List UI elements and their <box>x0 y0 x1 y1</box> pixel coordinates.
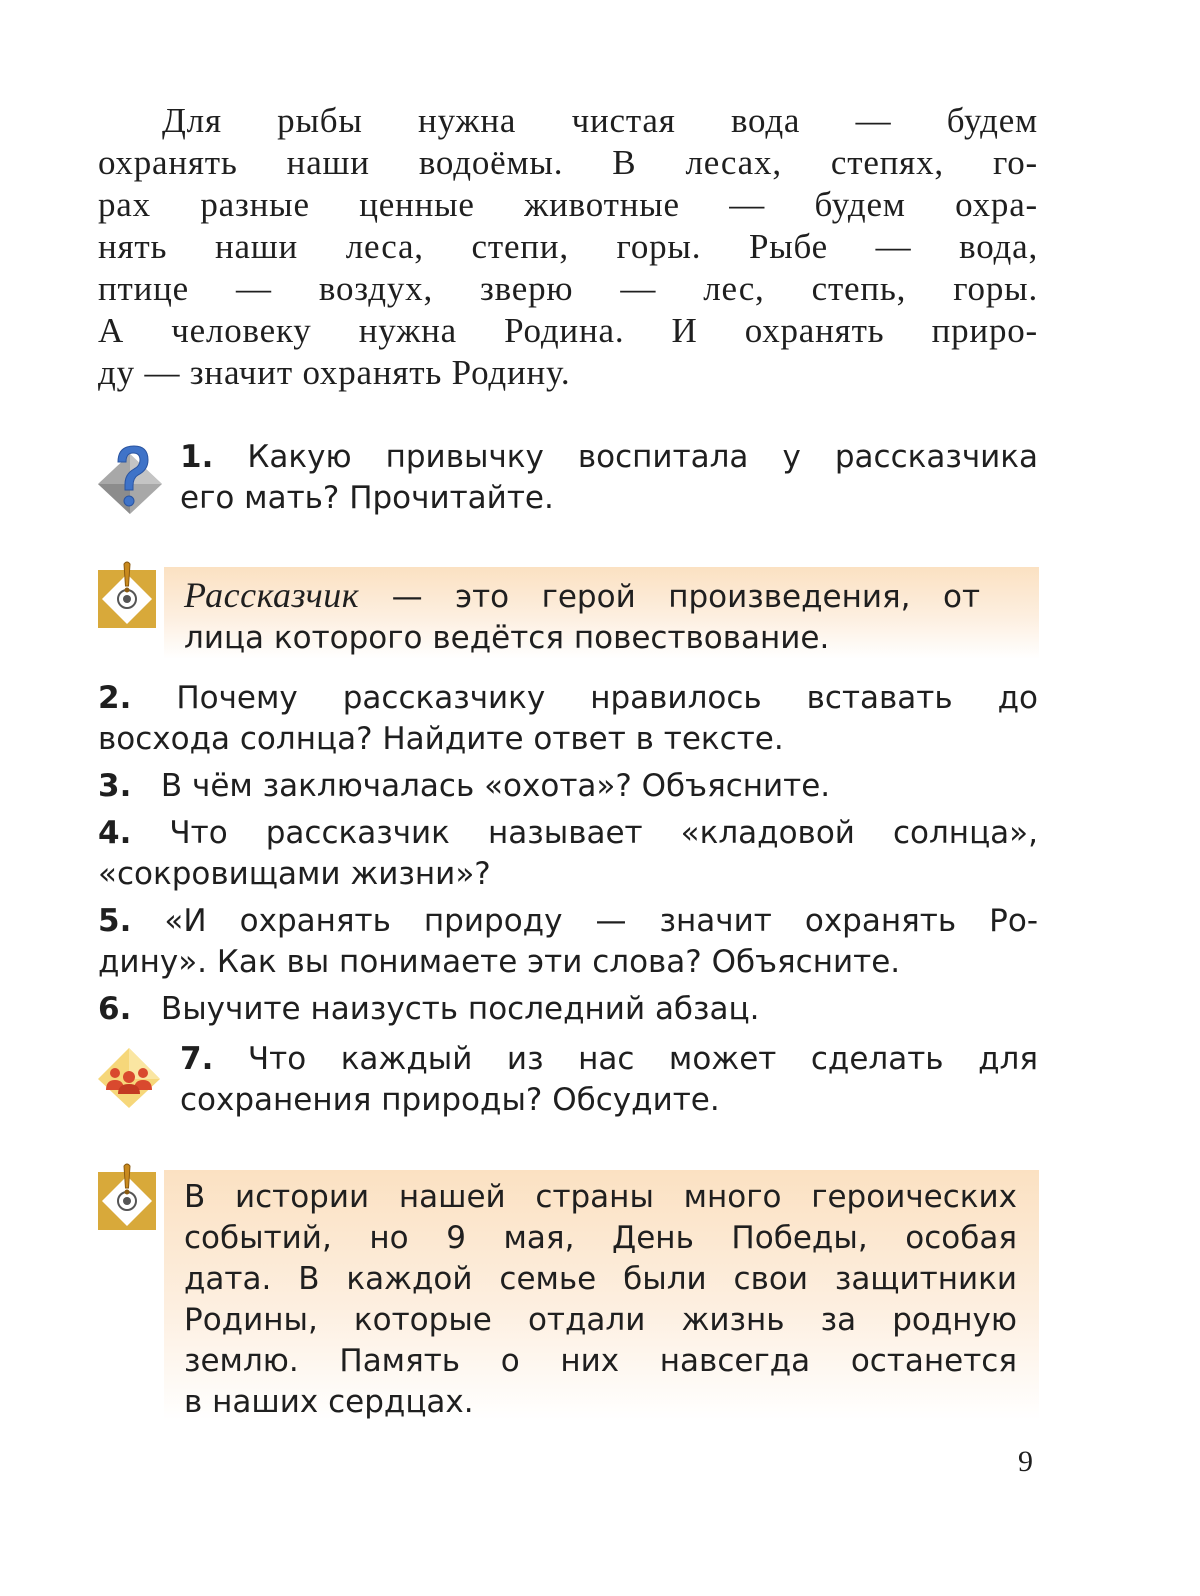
story-line: птице — воздух, зверю — лес, степь, горы. <box>98 269 1038 308</box>
question-text: Почему рассказчику нравилось вставать до <box>176 680 1038 716</box>
question-text: «И охранять природу — значит охранять Ро- <box>164 903 1039 939</box>
exclamation-target-icon <box>97 560 157 630</box>
question-text: сохранения природы? Обсудите. <box>180 1082 720 1118</box>
definition-text: — это герой произведения, от <box>391 579 981 615</box>
info-line: событий, но 9 мая, День Победы, особая <box>184 1220 1017 1256</box>
story-paragraph <box>98 100 1038 394</box>
question-5 <box>98 901 1038 983</box>
question-3 <box>98 766 1038 807</box>
question-number: 1. <box>180 439 214 475</box>
question-text: Что каждый из нас может сделать для <box>247 1041 1038 1077</box>
definition-box <box>164 567 1039 659</box>
question-number: 6. <box>98 991 132 1027</box>
info-line: в наших сердцах. <box>184 1384 474 1420</box>
definition-text: лица которого ведётся повествование. <box>184 620 830 656</box>
story-line: А человеку нужна Родина. И охранять приро- <box>98 311 1038 350</box>
page-number: 9 <box>1018 1445 1033 1478</box>
question-number: 2. <box>98 680 132 716</box>
question-text: восхода солнца? Найдите ответ в тексте. <box>98 721 784 757</box>
story-line: рах разные ценные животные — будем охра- <box>98 185 1038 224</box>
question-text: Выучите наизусть последний абзац. <box>160 991 760 1027</box>
info-line: Родины, которые отдали жизнь за родную <box>184 1302 1017 1338</box>
question-number: 7. <box>180 1041 214 1077</box>
question-2 <box>98 678 1038 760</box>
question-text: «сокровищами жизни»? <box>98 856 491 892</box>
question-4 <box>98 813 1038 895</box>
question-text: его мать? Прочитайте. <box>180 480 554 516</box>
info-box <box>164 1170 1039 1420</box>
question-mark-icon <box>96 440 164 518</box>
question-number: 3. <box>98 768 132 804</box>
question-number: 4. <box>98 815 132 851</box>
story-line: нять наши леса, степи, горы. Рыбе — вода, <box>98 227 1038 266</box>
story-line: охранять наши водоёмы. В лесах, степях, го- <box>98 143 1038 182</box>
question-text: Что рассказчик называет «кладовой солнца», <box>169 815 1038 851</box>
question-text: В чём заключалась «охота»? Объясните. <box>160 768 831 804</box>
questions-list <box>98 678 1038 1036</box>
info-line: дата. В каждой семье были свои защитники <box>184 1261 1017 1297</box>
exclamation-target-icon <box>97 1162 157 1232</box>
group-discussion-icon <box>96 1046 162 1110</box>
question-7 <box>180 1039 1038 1121</box>
question-1 <box>180 437 1038 519</box>
question-text: Какую привычку воспитала у рассказчика <box>247 439 1038 475</box>
question-number: 5. <box>98 903 132 939</box>
story-line: ду — значит охранять Родину. <box>98 353 571 392</box>
question-text: дину». Как вы понимаете эти слова? Объясните. <box>98 944 901 980</box>
info-line: В истории нашей страны много героических <box>184 1179 1017 1215</box>
story-line: Для рыбы нужна чистая вода — будем <box>162 101 1038 140</box>
question-6 <box>98 989 1038 1030</box>
definition-term: Рассказчик <box>184 575 360 615</box>
info-line: землю. Память о них навсегда останется <box>184 1343 1017 1379</box>
